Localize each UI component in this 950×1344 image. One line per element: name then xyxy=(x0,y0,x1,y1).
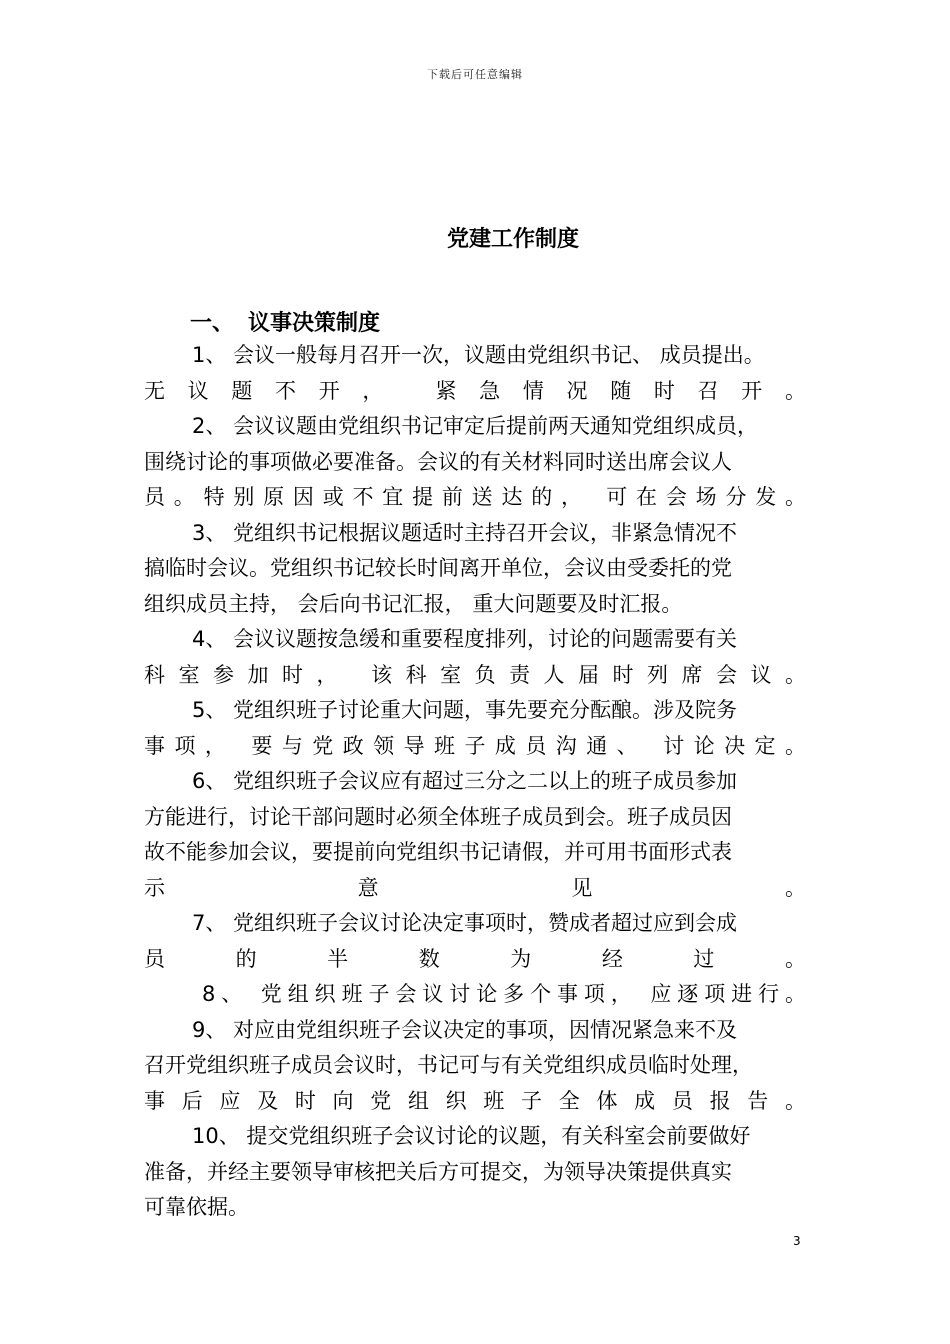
page-number: 3 xyxy=(793,1234,801,1248)
paragraph-line: 方能进行，讨论干部问题时必须全体班子成员到会。班子成员因 xyxy=(144,804,732,829)
paragraph-line: 6、 党组织班子会议应有超过三分之二以上的班子成员参加 xyxy=(192,769,738,793)
paragraph-line: 组织成员主持， 会后向书记汇报， 重大问题要及时汇报。 xyxy=(144,591,683,616)
paragraph-line: 8、 党组织班子会议讨论多个事项， 应逐项进行。 xyxy=(202,982,806,1006)
paragraph-line: 召开党组织班子成员会议时，书记可与有关党组织成员临时处理， xyxy=(144,1053,753,1077)
paragraph-line: 2、 会议议题由党组织书记审定后提前两天通知党组织成员， xyxy=(192,414,759,438)
paragraph-line: 10、 提交党组织班子会议讨论的议题，有关科室会前要做好 xyxy=(192,1124,751,1148)
paragraph-line: 事项， 要与党政领导班子成员沟通、 讨论决定。 xyxy=(144,733,806,758)
document-title: 党建工作制度 xyxy=(446,227,579,252)
paragraph-line: 3、 党组织书记根据议题适时主持召开会议，非紧急情况不 xyxy=(192,520,738,545)
paragraph-line: 5、 党组织班子讨论重大问题，事先要充分酝酿。涉及院务 xyxy=(192,698,738,722)
section-heading xyxy=(190,306,380,337)
paragraph-line: 1、 会议一般每月召开一次，议题由党组织书记、 成员提出。 xyxy=(192,343,765,367)
paragraph-line: 事后应及时向党组织班子全体成员报告。 xyxy=(144,1088,806,1113)
paragraph-line: 7、 党组织班子会议讨论决定事项时，赞成者超过应到会成 xyxy=(192,911,738,935)
paragraph-line: 可靠依据。 xyxy=(144,1195,249,1219)
paragraph-line: 科室参加时， 该科室负责人届时列席会议。 xyxy=(144,662,806,687)
paragraph-line: 无议题不开， 紧急情况随时召开。 xyxy=(144,378,806,403)
paragraph-line: 员的半数为经过。 xyxy=(144,946,806,971)
header-note: 下载后可任意编辑 xyxy=(427,68,523,81)
paragraph-line: 故不能参加会议，要提前向党组织书记请假，并可用书面形式表 xyxy=(144,840,732,864)
paragraph-line: 准备，并经主要领导审核把关后方可提交，为领导决策提供真实 xyxy=(144,1159,732,1184)
paragraph-line: 员。特别原因或不宜提前送达的， 可在会场分发。 xyxy=(144,485,806,509)
paragraph-line: 4、 会议议题按急缓和重要程度排列，讨论的问题需要有关 xyxy=(192,627,738,651)
paragraph-line: 9、 对应由党组织班子会议决定的事项，因情况紧急来不及 xyxy=(192,1017,738,1042)
document-body xyxy=(144,338,806,1226)
paragraph-line: 搞临时会议。党组织书记较长时间离开单位，会议由受委托的党 xyxy=(144,556,732,580)
section-heading-text: 议事决策制度 xyxy=(248,311,381,336)
paragraph-line: 示意见。 xyxy=(144,875,806,900)
section-number: 一、 xyxy=(190,310,235,336)
paragraph-line: 围绕讨论的事项做必要准备。会议的有关材料同时送出席会议人 xyxy=(144,449,732,474)
